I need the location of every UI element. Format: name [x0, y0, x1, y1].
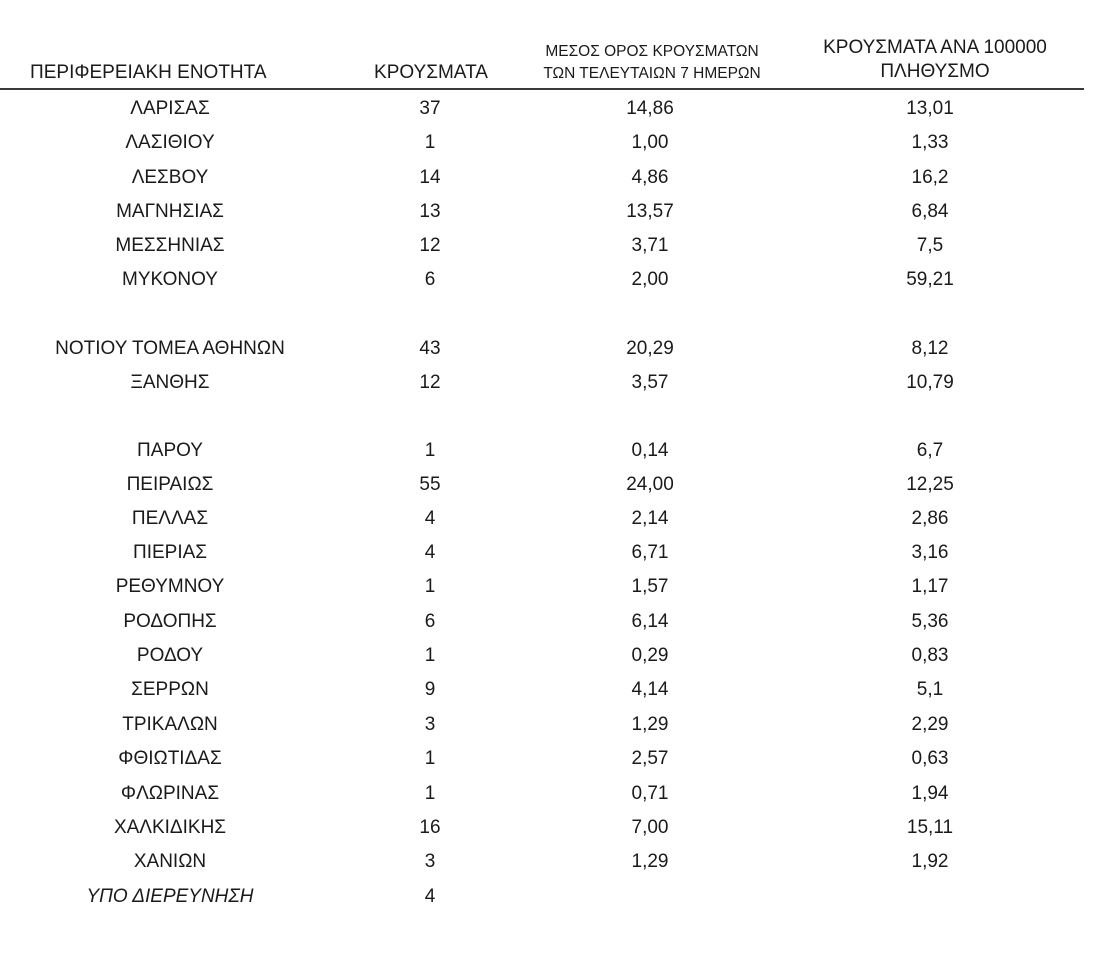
- table-row: [0, 639, 1100, 673]
- avg-7-days-cell: 13,57: [626, 201, 674, 222]
- table-row: [0, 502, 1100, 536]
- region-cell: ΜΑΓΝΗΣΙΑΣ: [116, 201, 224, 222]
- table-row: [0, 263, 1100, 297]
- per-100k-cell: 0,83: [911, 645, 949, 666]
- per-100k-cell: 1,94: [911, 783, 949, 804]
- table-row: [0, 536, 1100, 570]
- per-100k-cell: 8,12: [911, 338, 949, 359]
- region-cell: ΠΑΡΟΥ: [137, 440, 203, 461]
- cases-cell: 3: [424, 714, 436, 735]
- table-row: [0, 811, 1100, 845]
- avg-7-days-cell: 6,71: [631, 542, 669, 563]
- region-cell: ΦΛΩΡΙΝΑΣ: [120, 783, 220, 804]
- table-row: [0, 777, 1100, 811]
- per-100k-cell: 13,01: [906, 98, 954, 119]
- per-100k-cell: 12,25: [906, 474, 954, 495]
- region-cell: ΛΑΣΙΘΙΟΥ: [125, 132, 215, 153]
- per-100k-cell: 1,17: [911, 576, 949, 597]
- cases-cell: 4: [424, 886, 436, 907]
- region-cell: ΠΙΕΡΙΑΣ: [132, 542, 208, 563]
- avg-7-days-cell: 1,00: [631, 132, 669, 153]
- avg-7-days-cell: 0,14: [631, 440, 669, 461]
- per-100k-cell: 2,86: [911, 508, 949, 529]
- per-100k-cell: 6,7: [916, 440, 944, 461]
- table-row: [0, 92, 1100, 126]
- table-row: [0, 880, 1100, 914]
- avg-7-days-cell: 0,71: [631, 783, 669, 804]
- table-row: [0, 468, 1100, 502]
- table-row: [0, 845, 1100, 879]
- cases-cell: 1: [424, 576, 436, 597]
- region-cell: ΠΕΙΡΑΙΩΣ: [126, 474, 214, 495]
- cases-cell: 14: [419, 167, 441, 188]
- header-cases-per-100k-line1: ΚΡΟΥΣΜΑΤΑ ΑΝΑ 100000: [823, 37, 1047, 58]
- header-divider: [0, 88, 1084, 90]
- header-cases-per-100k: [790, 36, 1080, 84]
- region-cell: ΡΟΔΟΥ: [136, 645, 204, 666]
- avg-7-days-cell: 1,57: [631, 576, 669, 597]
- cases-cell: 1: [424, 783, 436, 804]
- cases-cell: 1: [424, 645, 436, 666]
- avg-7-days-cell: 2,14: [631, 508, 669, 529]
- avg-7-days-cell: 3,57: [631, 372, 669, 393]
- per-100k-cell: 5,1: [916, 679, 944, 700]
- avg-7-days-cell: 2,57: [631, 748, 669, 769]
- per-100k-cell: 6,84: [911, 201, 949, 222]
- per-100k-cell: 1,92: [911, 851, 949, 872]
- cases-cell: 4: [424, 508, 436, 529]
- region-cell: ΜΥΚΟΝΟΥ: [122, 269, 218, 290]
- avg-7-days-cell: 0,29: [631, 645, 669, 666]
- avg-7-days-cell: 6,14: [631, 611, 669, 632]
- table-row: [0, 332, 1100, 366]
- cases-cell: 3: [424, 851, 436, 872]
- region-cell: ΡΟΔΟΠΗΣ: [123, 611, 217, 632]
- header-avg-7-days-line2: ΤΩΝ ΤΕΛΕΥΤΑΙΩΝ 7 ΗΜΕΡΩΝ: [543, 64, 761, 82]
- cases-cell: 6: [424, 269, 436, 290]
- table-row: [0, 708, 1100, 742]
- region-cell: ΜΕΣΣΗΝΙΑΣ: [115, 235, 225, 256]
- header-avg-7-days: [522, 41, 782, 84]
- table-row: [0, 673, 1100, 707]
- cases-cell: 1: [424, 440, 436, 461]
- avg-7-days-cell: 3,71: [631, 235, 669, 256]
- cases-cell: 13: [419, 201, 441, 222]
- header-cases-per-100k-line2: ΠΛΗΘΥΣΜΟ: [880, 60, 990, 82]
- region-cell: ΧΑΛΚΙΔΙΚΗΣ: [113, 817, 227, 838]
- avg-7-days-cell: 1,29: [631, 714, 669, 735]
- per-100k-cell: 7,5: [916, 235, 944, 256]
- per-100k-cell: 0,63: [911, 748, 949, 769]
- cases-cell: 4: [424, 542, 436, 563]
- per-100k-cell: 10,79: [906, 372, 954, 393]
- avg-7-days-cell: 2,00: [631, 269, 669, 290]
- cases-cell: 12: [419, 235, 441, 256]
- region-cell: ΧΑΝΙΩΝ: [133, 851, 207, 872]
- table-row: [0, 161, 1100, 195]
- avg-7-days-cell: 7,00: [631, 817, 669, 838]
- table-row: [0, 434, 1100, 468]
- region-cell: ΛΕΣΒΟΥ: [131, 167, 209, 188]
- cases-cell: 1: [424, 132, 436, 153]
- table-row: [0, 229, 1100, 263]
- header-region: ΠΕΡΙΦΕΡΕΙΑΚΗ ΕΝΟΤΗΤΑ: [30, 62, 267, 83]
- table-row: [0, 742, 1100, 776]
- region-cell: ΤΡΙΚΑΛΩΝ: [122, 714, 218, 735]
- per-100k-cell: 15,11: [906, 817, 954, 838]
- cases-cell: 12: [419, 372, 441, 393]
- region-cell: ΥΠΟ ΔΙΕΡΕΥΝΗΣΗ: [86, 886, 254, 907]
- region-cell: ΞΑΝΘΗΣ: [130, 372, 210, 393]
- table-row: [0, 126, 1100, 160]
- per-100k-cell: 16,2: [911, 167, 949, 188]
- table-row: [0, 570, 1100, 604]
- cases-cell: 55: [419, 474, 441, 495]
- avg-7-days-cell: 4,14: [631, 679, 669, 700]
- table-row: [0, 605, 1100, 639]
- region-cell: ΝΟΤΙΟΥ ΤΟΜΕΑ ΑΘΗΝΩΝ: [55, 338, 285, 359]
- cases-cell: 6: [424, 611, 436, 632]
- per-100k-cell: [870, 880, 990, 914]
- region-cell: ΠΕΛΛΑΣ: [131, 508, 209, 529]
- per-100k-cell: 3,16: [911, 542, 949, 563]
- avg-7-days-cell: 1,29: [631, 851, 669, 872]
- cases-cell: 16: [419, 817, 441, 838]
- avg-7-days-cell: [580, 880, 720, 914]
- cases-cell: 9: [424, 679, 436, 700]
- table-row: [0, 366, 1100, 400]
- cases-cell: 37: [419, 98, 441, 119]
- region-cell: ΣΕΡΡΩΝ: [131, 679, 209, 700]
- cases-cell: 1: [424, 748, 436, 769]
- header-avg-7-days-line1: ΜΕΣΟΣ ΟΡΟΣ ΚΡΟΥΣΜΑΤΩΝ: [545, 43, 759, 60]
- table-row: [0, 195, 1100, 229]
- per-100k-cell: 1,33: [911, 132, 949, 153]
- avg-7-days-cell: 4,86: [631, 167, 669, 188]
- header-cases: ΚΡΟΥΣΜΑΤΑ: [374, 62, 488, 83]
- avg-7-days-cell: 20,29: [626, 338, 674, 359]
- region-cell: ΦΘΙΩΤΙΔΑΣ: [118, 748, 222, 769]
- cases-cell: 43: [419, 338, 441, 359]
- per-100k-cell: 5,36: [911, 611, 949, 632]
- per-100k-cell: 59,21: [906, 269, 954, 290]
- avg-7-days-cell: 14,86: [626, 98, 674, 119]
- region-cell: ΡΕΘΥΜΝΟΥ: [115, 576, 225, 597]
- per-100k-cell: 2,29: [911, 714, 949, 735]
- region-cell: ΛΑΡΙΣΑΣ: [130, 98, 210, 119]
- avg-7-days-cell: 24,00: [626, 474, 674, 495]
